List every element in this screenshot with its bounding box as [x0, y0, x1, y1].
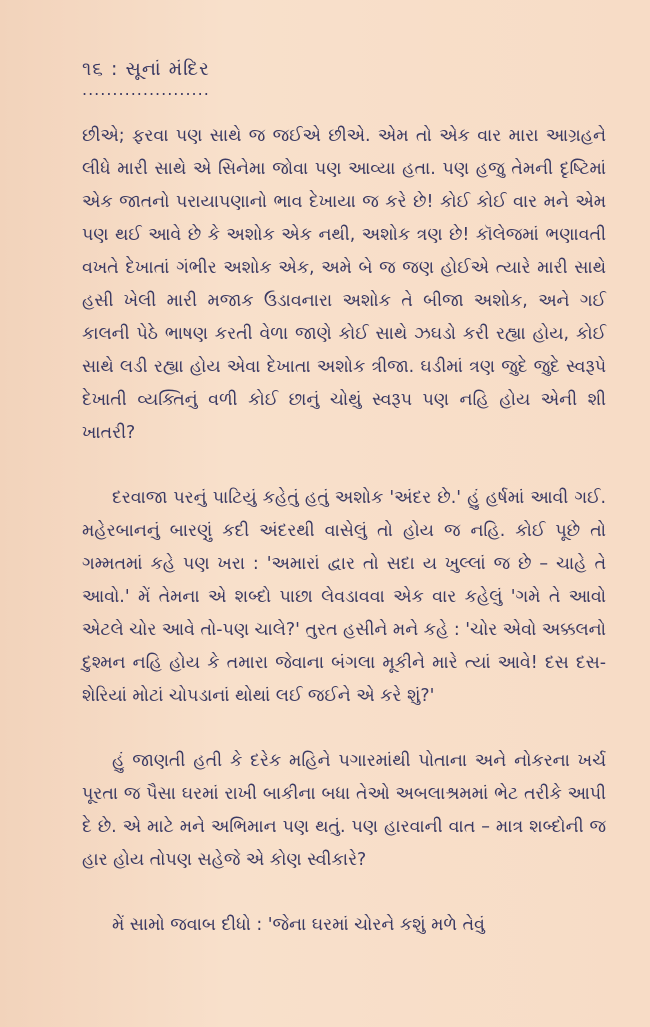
paragraph-4: મેં સામો જવાબ દીધો : 'જેના ઘરમાં ચોરને કશું મળે તેવું	[112, 915, 485, 935]
header-separator: :	[111, 58, 119, 80]
paragraph-1: છીએ; ફરવા પણ સાથે જ જઈએ છીએ. એમ તો એક વાર મારા આગ્રહને લીધે મારી સાથે એ સિનેમા જોવા પણ આવ્યા હતા. પણ હજુ તેમની દૃષ્ટિમાં એક જાતનો પરાયાપણાનો ભાવ દેખાયા જ કરે છે! કોઈ કોઈ વાર મને એમ પણ થઈ આવે છે કે અશોક એક નથી, અશોક ત્રણ છે! કૉલેજમાં ભણાવતી વખતે દેખાતાં ગંભીર અશોક એક, અમે બે જ જણ હોઈએ ત્યારે મારી સાથે હસી ખેલી મારી મજાક ઉડાવનારા અશોક તે બીજા અશોક, અને ગઈ કાલની પેઠે ભાષણ કરતી વેળા જાણે કોઈ સાથે ઝઘડો કરી રહ્યા હોય, કોઈ સાથે લડી રહ્યા હોય એવા દેખાતા અશોક ત્રીજા. ઘડીમાં ત્રણ જુદે જુદે સ્વરૂપે દેખાતી વ્યક્તિનું વળી કોઈ છાનું ચોથું સ્વરૂપ પણ નહિ હોય એની શી ખાતરી?	[82, 126, 606, 443]
header-dotted-rule: .....................	[82, 80, 210, 99]
running-header	[82, 58, 606, 80]
paragraph-2: દરવાજા પરનું પાટિયું કહેતું હતું અશોક 'અંદર છે.' હું હર્ષમાં આવી ગઈ. મહેરબાનનું બારણું કદી અંદરથી વાસેલું તો હોય જ નહિ. કોઈ પૂછે તો ગમ્મતમાં કહે પણ ખરા : 'અમારાં દ્વાર તો સદા ય ખુલ્લાં જ છે – ચાહે તે આવો.' મેં તેમના એ શબ્દો પાછા લેવડાવવા એક વાર કહેલું 'ગમે તે આવો એટલે ચોર આવે તો-પણ ચાલે?' તુરત હસીને મને કહે : 'ચોર એવો અક્કલનો દુશ્મન નહિ હોય કે તમારા જેવાના બંગલા મૂકીને મારે ત્યાં આવે! દસ દસ-શેરિયાં મોટાં ચોપડાનાં થોથાં લઈ જઈને એ કરે શું?'	[82, 488, 606, 706]
paragraph-3: હું જાણતી હતી કે દરેક મહિને પગારમાંથી પોતાના અને નોકરના ખર્ચ પૂરતા જ પૈસા ઘરમાં રાખી બાકીના બધા તેઓ અબલાશ્રમમાં ભેટ તરીકે આપી દે છે. એ માટે મને અભિમાન પણ થતું. પણ હારવાની વાત – માત્ર શબ્દોની જ હાર હોય તોપણ સહેજે એ કોણ સ્વીકારે?	[82, 751, 606, 870]
chapter-title: સૂનાં મંદિર	[125, 58, 210, 80]
page-number: ૧૬	[82, 58, 104, 80]
